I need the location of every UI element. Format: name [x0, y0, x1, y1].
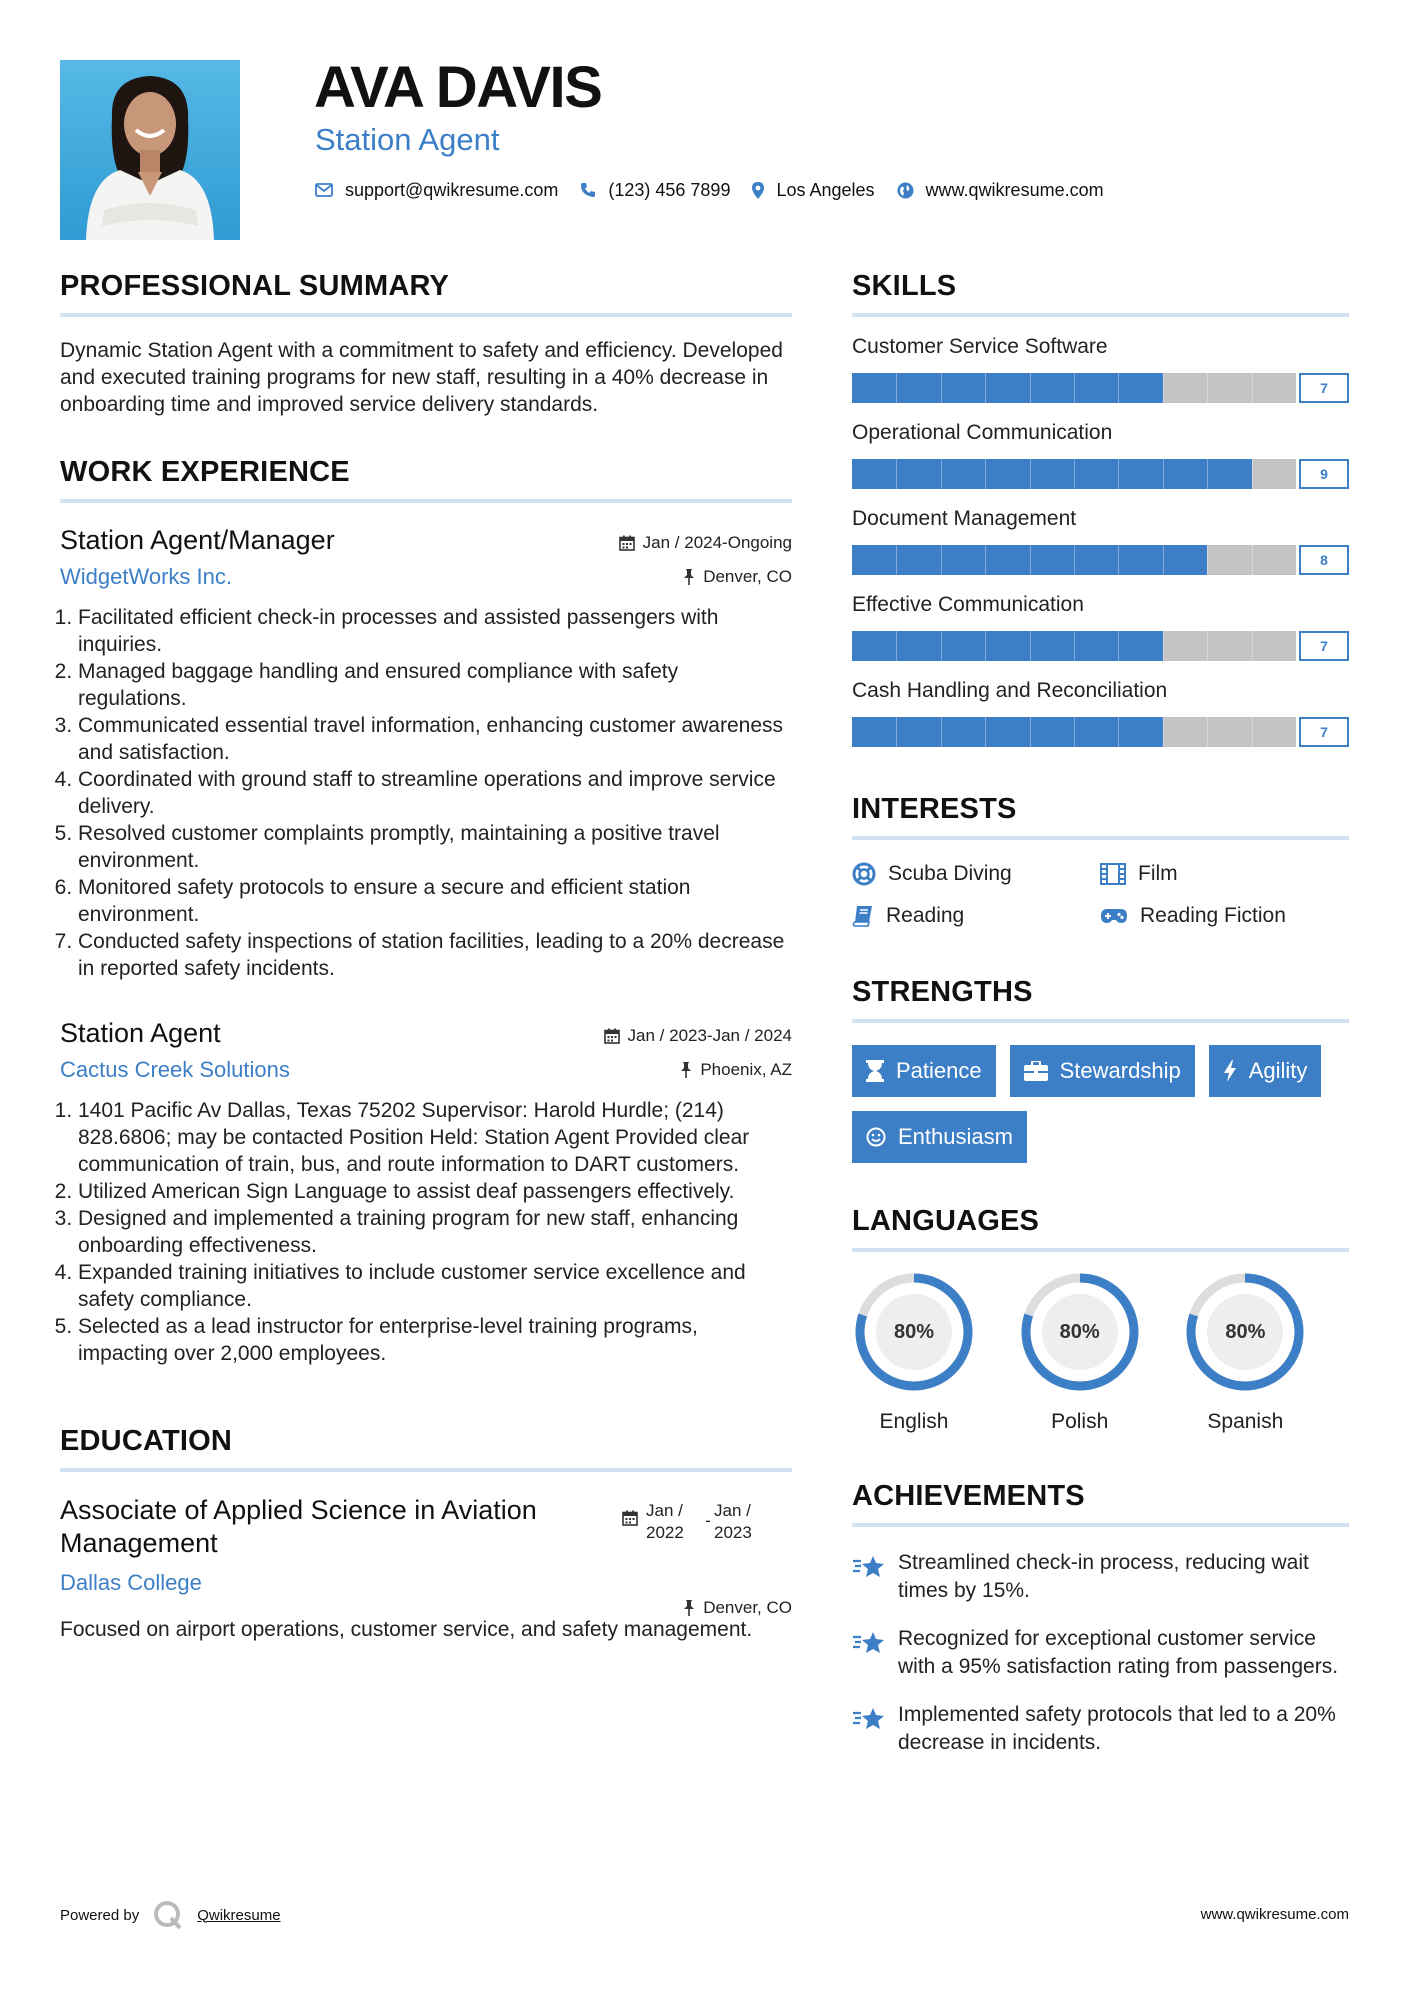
education-start-year: 2022 [646, 1523, 684, 1542]
skill-bar-segment [1118, 373, 1119, 403]
map-pin-icon [752, 182, 764, 199]
job-date-text: Jan / 2023-Jan / 2024 [627, 1026, 792, 1045]
education-entry [60, 1494, 792, 1643]
shooting-star-icon [852, 1629, 886, 1657]
footer-website[interactable]: www.qwikresume.com [1200, 1906, 1349, 1923]
job-bullets [60, 1097, 792, 1367]
skill-bar-fill [852, 631, 1163, 661]
summary-text: Dynamic Station Agent with a commitment to safety and efficiency. Developed and executed training programs for new staff, resulting in a 40% decrease in onboarding time and improved service delivery standards. [60, 339, 783, 416]
skill-bar-segment [1074, 631, 1075, 661]
job-bullet: 3. Communicated essential travel information, enhancing customer awareness and satisfaction. [78, 712, 792, 766]
skill-bar-segment [1118, 717, 1119, 747]
job-bullet: 7. Conducted safety inspections of station facilities, leading to a 20% decrease in reported safety incidents. [78, 928, 792, 982]
pushpin-icon [683, 1600, 695, 1616]
contact-email[interactable] [315, 180, 558, 201]
film-icon [1100, 863, 1126, 885]
skill-bar-segment [1118, 631, 1119, 661]
calendar-icon [604, 1028, 620, 1044]
interest-item [852, 862, 1100, 886]
language-name: Spanish [1207, 1410, 1284, 1433]
skill-item [852, 421, 1349, 489]
job-date [604, 1026, 792, 1046]
interests-heading: INTERESTS [852, 793, 1349, 840]
skill-bar-fill [852, 459, 1252, 489]
degree-title: Associate of Applied Science in Aviation Management [60, 1495, 537, 1558]
skill-bar-segment [1118, 545, 1119, 575]
achievements-heading: ACHIEVEMENTS [852, 1480, 1349, 1527]
language-item [1018, 1270, 1184, 1434]
skill-score: 7 [1299, 373, 1349, 403]
skill-item [852, 507, 1349, 575]
skill-bar-segment [985, 459, 986, 489]
job-date [619, 533, 792, 553]
skill-bar-segment [1207, 373, 1208, 403]
language-name: Polish [1051, 1410, 1109, 1433]
strength-tag [852, 1111, 1027, 1163]
skill-name: Operational Communication [852, 421, 1113, 444]
experience-heading: WORK EXPERIENCE [60, 456, 792, 503]
strength-label: Agility [1248, 1058, 1308, 1083]
achievement-text: Implemented safety protocols that led to a 20% decrease in incidents. [898, 1703, 1336, 1754]
website-text: www.qwikresume.com [925, 179, 1104, 200]
job-title: Station Agent/Manager [60, 525, 335, 555]
contact-location [752, 180, 874, 201]
interest-label: Scuba Diving [888, 862, 1012, 885]
calendar-icon [622, 1510, 638, 1526]
interest-item [1100, 904, 1348, 928]
shooting-star-icon [852, 1705, 886, 1733]
skill-bar-segment [985, 373, 986, 403]
job-bullet: 5. Selected as a lead instructor for enterprise-level training programs, impacting over 2,000 employees. [78, 1313, 792, 1367]
skill-bar [852, 717, 1349, 747]
education-description: Focused on airport operations, customer service, and safety management. [60, 1618, 753, 1641]
language-percent: 80% [893, 1321, 935, 1343]
skill-item [852, 335, 1349, 403]
skill-bar-segment [1163, 373, 1164, 403]
skill-bar-segment [1030, 545, 1031, 575]
envelope-icon [315, 183, 333, 197]
skill-bar-segment [1074, 459, 1075, 489]
interest-label: Reading [886, 904, 965, 927]
briefcase-icon [1024, 1061, 1048, 1081]
education-date-dash: - [705, 1511, 711, 1530]
skill-bar-track [852, 631, 1296, 661]
strength-tag [1010, 1045, 1195, 1097]
education-location [683, 1598, 792, 1618]
interest-label: Film [1138, 862, 1178, 885]
job-company: Cactus Creek Solutions [60, 1057, 290, 1082]
job-bullet: 1. 1401 Pacific Av Dallas, Texas 75202 Supervisor: Harold Hurdle; (214) 828.6806; may be contacted Position Held: Station Agent Provided clear communication of train, bus, and route information to DART customers. [78, 1097, 792, 1178]
skill-bar-fill [852, 373, 1163, 403]
skill-bar-segment [896, 459, 897, 489]
skill-bar-segment [1252, 631, 1253, 661]
strength-tag [852, 1045, 996, 1097]
achievement-text: Recognized for exceptional customer service with a 95% satisfaction rating from passengers. [898, 1627, 1339, 1678]
contact-phone[interactable] [580, 180, 730, 201]
job-location [680, 1060, 792, 1080]
candidate-name: AVA DAVIS [314, 55, 602, 120]
skill-bar-segment [1163, 545, 1164, 575]
skill-bar-segment [985, 717, 986, 747]
skill-bar-segment [1252, 373, 1253, 403]
strength-tag [1209, 1045, 1322, 1097]
language-gauge [1018, 1270, 1142, 1394]
skill-bar-segment [1207, 545, 1208, 575]
contact-website[interactable] [897, 180, 1104, 201]
achievements-list [852, 1549, 1349, 1757]
skill-bar-segment [1163, 717, 1164, 747]
job-bullet: 5. Resolved customer complaints promptly, maintaining a positive travel environment. [78, 820, 792, 874]
skill-item [852, 679, 1349, 747]
skill-bar-track [852, 459, 1296, 489]
skill-bar-segment [1030, 717, 1031, 747]
education-location-text: Denver, CO [703, 1598, 792, 1617]
skill-name: Cash Handling and Reconciliation [852, 679, 1168, 702]
skill-bar-segment [941, 631, 942, 661]
job-location [683, 567, 792, 587]
strength-label: Enthusiasm [898, 1124, 1013, 1149]
profile-photo [60, 60, 240, 240]
footer-powered-by [60, 1900, 281, 1930]
brand-link[interactable]: Qwikresume [197, 1906, 281, 1924]
shooting-star-icon [852, 1553, 886, 1581]
hourglass-icon [866, 1060, 884, 1082]
skill-bar-segment [1074, 373, 1075, 403]
book-icon [852, 905, 874, 927]
email-text: support@qwikresume.com [345, 179, 559, 200]
achievement-item [852, 1701, 1349, 1757]
skill-name: Effective Communication [852, 593, 1084, 616]
job-bullet: 3. Designed and implemented a training program for new staff, enhancing onboarding effectiveness. [78, 1205, 792, 1259]
pushpin-icon [683, 569, 695, 585]
education-end-month: Jan / [714, 1501, 751, 1520]
skill-bar-segment [1030, 631, 1031, 661]
skill-bar-segment [1252, 545, 1253, 575]
skill-bar-segment [1030, 373, 1031, 403]
languages-list [852, 1270, 1349, 1434]
job-company: WidgetWorks Inc. [60, 564, 232, 589]
language-percent: 80% [1225, 1321, 1266, 1343]
job-location-text: Denver, CO [703, 567, 792, 586]
skill-bar [852, 459, 1349, 489]
contact-bar [315, 178, 1126, 202]
strength-label: Patience [896, 1058, 982, 1083]
skill-bar-segment [1163, 459, 1164, 489]
education-start [646, 1500, 702, 1544]
skill-bar-segment [1252, 459, 1253, 489]
strengths-heading: STRENGTHS [852, 976, 1349, 1023]
skill-bar [852, 373, 1349, 403]
skill-score: 9 [1299, 459, 1349, 489]
skill-name: Document Management [852, 507, 1077, 530]
job-entry [60, 1018, 792, 1367]
skills-heading: SKILLS [852, 270, 1349, 317]
pushpin-icon [680, 1062, 692, 1078]
skill-score: 7 [1299, 717, 1349, 747]
education-end [714, 1500, 770, 1544]
skill-bar-segment [985, 545, 986, 575]
skill-score: 8 [1299, 545, 1349, 575]
skill-bar-segment [941, 545, 942, 575]
skill-bar-segment [1074, 545, 1075, 575]
achievement-item [852, 1549, 1349, 1605]
right-column [852, 270, 1349, 1757]
language-percent: 80% [1059, 1321, 1100, 1343]
job-bullet: 2. Managed baggage handling and ensured compliance with safety regulations. [78, 658, 792, 712]
calendar-icon [619, 535, 635, 551]
skill-bar-track [852, 717, 1296, 747]
location-text: Los Angeles [776, 179, 875, 200]
skill-bar-segment [1207, 459, 1208, 489]
job-bullet: 2. Utilized American Sign Language to assist deaf passengers effectively. [78, 1178, 792, 1205]
achievement-item [852, 1625, 1349, 1681]
skill-bar-segment [896, 545, 897, 575]
skill-bar-segment [1030, 459, 1031, 489]
skill-bar-segment [1118, 459, 1119, 489]
interest-label: Reading Fiction [1140, 904, 1286, 927]
skill-bar-segment [941, 373, 942, 403]
gamepad-icon [1100, 907, 1128, 925]
job-entry [60, 525, 792, 982]
summary-heading: PROFESSIONAL SUMMARY [60, 270, 792, 317]
job-location-text: Phoenix, AZ [700, 1060, 792, 1079]
skill-bar-segment [1163, 631, 1164, 661]
skill-bar-track [852, 545, 1296, 575]
phone-text: (123) 456 7899 [608, 179, 731, 200]
job-bullet: 6. Monitored safety protocols to ensure a secure and efficient station environment. [78, 874, 792, 928]
powered-by-text: Powered by [60, 1906, 140, 1924]
strengths-list [852, 1045, 1349, 1163]
language-item [852, 1270, 1018, 1434]
skill-bar-segment [1207, 717, 1208, 747]
language-gauge [852, 1270, 976, 1394]
job-bullet: 4. Coordinated with ground staff to streamline operations and improve service delivery. [78, 766, 792, 820]
strength-label: Stewardship [1059, 1058, 1181, 1083]
skill-name: Customer Service Software [852, 335, 1108, 358]
skill-bar [852, 631, 1349, 661]
candidate-title: Station Agent [315, 122, 500, 157]
smile-icon [866, 1127, 886, 1147]
skill-bar-segment [896, 373, 897, 403]
skill-item [852, 593, 1349, 661]
skill-bar-segment [1252, 717, 1253, 747]
interest-item [1100, 862, 1348, 886]
job-bullets [60, 604, 792, 982]
education-end-year: 2023 [714, 1523, 752, 1542]
language-gauge [1183, 1270, 1307, 1394]
skill-bar-fill [852, 717, 1163, 747]
job-title: Station Agent [60, 1018, 221, 1048]
left-column [60, 270, 792, 1643]
life-ring-icon [852, 862, 876, 886]
skill-bar-segment [896, 717, 897, 747]
phone-icon [580, 182, 596, 198]
skill-bar-segment [896, 631, 897, 661]
languages-heading: LANGUAGES [852, 1205, 1349, 1252]
skill-bar-track [852, 373, 1296, 403]
skill-bar-segment [941, 717, 942, 747]
bolt-icon [1223, 1060, 1237, 1082]
language-item [1183, 1270, 1349, 1434]
education-heading: EDUCATION [60, 1425, 792, 1472]
skills-list [852, 335, 1349, 747]
skill-score: 7 [1299, 631, 1349, 661]
achievement-text: Streamlined check-in process, reducing wait times by 15%. [898, 1551, 1309, 1602]
globe-icon [897, 182, 914, 199]
interest-item [852, 904, 1100, 928]
school-name: Dallas College [60, 1570, 202, 1595]
education-start-month: Jan / [646, 1501, 683, 1520]
interests-list [852, 862, 1349, 928]
skill-bar-segment [1207, 631, 1208, 661]
skill-bar-segment [985, 631, 986, 661]
job-date-text: Jan / 2024-Ongoing [642, 533, 792, 552]
job-bullet: 4. Expanded training initiatives to include customer service excellence and safety compliance. [78, 1259, 792, 1313]
education-dates [622, 1500, 770, 1544]
skill-bar-segment [1074, 717, 1075, 747]
qwikresume-logo-icon [153, 1900, 183, 1930]
language-name: English [879, 1410, 949, 1433]
skill-bar-segment [941, 459, 942, 489]
job-bullet: 1. Facilitated efficient check-in processes and assisted passengers with inquiries. [78, 604, 792, 658]
skill-bar [852, 545, 1349, 575]
